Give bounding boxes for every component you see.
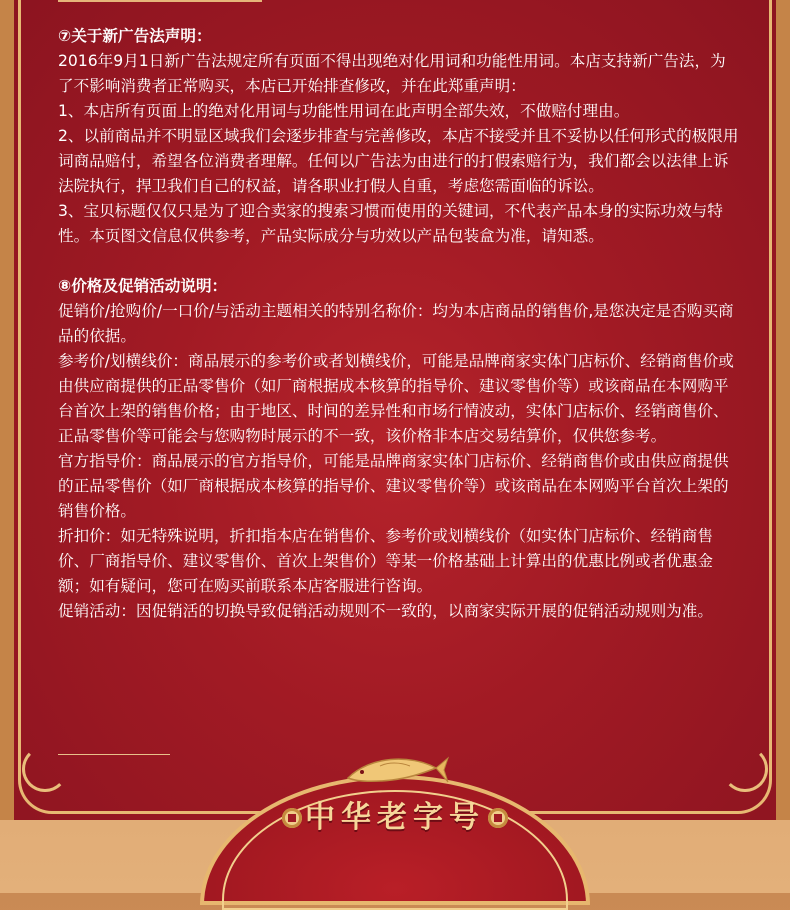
section7-heading: ⑦关于新广告法声明： xyxy=(58,27,212,45)
notice-content xyxy=(58,24,740,624)
section8-promotion: 促销活动：因促销活的切换导致促销活动规则不一致的，以商家实际开展的促销活动规则为准。 xyxy=(58,602,713,620)
corner-ornament-left xyxy=(22,746,68,792)
section8-discount-price: 折扣价：如无特殊说明，折扣指本店在销售价、参考价或划横线价（如实体门店标价、经销商售价、厂商指导价、建议零售价、首次上架售价）等某一价格基础上计算出的优惠比例或者优惠金额；如有疑问，您可在购买前联系本店客服进行咨询。 xyxy=(58,527,713,595)
section7-item-1: 1、本店所有页面上的绝对化用词与功能性用词在此声明全部失效，不做赔付理由。 xyxy=(58,102,630,120)
section7-paragraph: 2016年9月1日新广告法规定所有页面不得出现绝对化用词和功能性用词。本店支持新广告法，为了不影响消费者正常购买，本店已开始排查修改，并在此郑重声明： xyxy=(58,52,726,95)
end-divider xyxy=(58,754,170,755)
corner-ornament-right xyxy=(722,746,768,792)
top-divider xyxy=(58,0,262,2)
golden-fish-icon xyxy=(340,752,450,788)
section8-official-price: 官方指导价：商品展示的官方指导价，可能是品牌商家实体门店标价、经销商售价或由供应商提供的正品零售价（如厂商根据成本核算的指导价、建议零售价等）或该商品在本网购平台首次上架的销售价格。 xyxy=(58,452,729,520)
section8-heading: ⑧价格及促销活动说明： xyxy=(58,277,228,295)
section7-item-2: 2、以前商品并不明显区域我们会逐步排查与完善修改，本店不接受并且不妥协以任何形式的极限用词商品赔付，希望各位消费者理解。任何以广告法为由进行的打假索赔行为，我们都会以法律上诉法院执行，捍卫我们自己的权益，请各职业打假人自重，考虑您需面临的诉讼。 xyxy=(58,127,739,195)
section8-promo-price: 促销价/抢购价/一口价/与活动主题相关的特别名称价：均为本店商品的销售价,是您决定是否购买商品的依据。 xyxy=(58,302,734,345)
brand-badge-text: 中华老字号 xyxy=(305,800,485,835)
section8-reference-price: 参考价/划横线价：商品展示的参考价或者划横线价，可能是品牌商家实体门店标价、经销商售价或由供应商提供的正品零售价（如厂商根据成本核算的指导价、建议零售价等）或该商品在本网购平台首次上架的销售价格；由于地区、时间的差异性和市场行情波动，实体门店标价、经销商售价、正品零售价等可能会与您购物时展示的不一致，该价格非本店交易结算价，仅供您参考。 xyxy=(58,352,734,445)
section7-item-3: 3、宝贝标题仅仅只是为了迎合卖家的搜索习惯而使用的关键词，不代表产品本身的实际功效与特性。本页图文信息仅供参考，产品实际成分与功效以产品包装盒为准，请知悉。 xyxy=(58,202,723,245)
